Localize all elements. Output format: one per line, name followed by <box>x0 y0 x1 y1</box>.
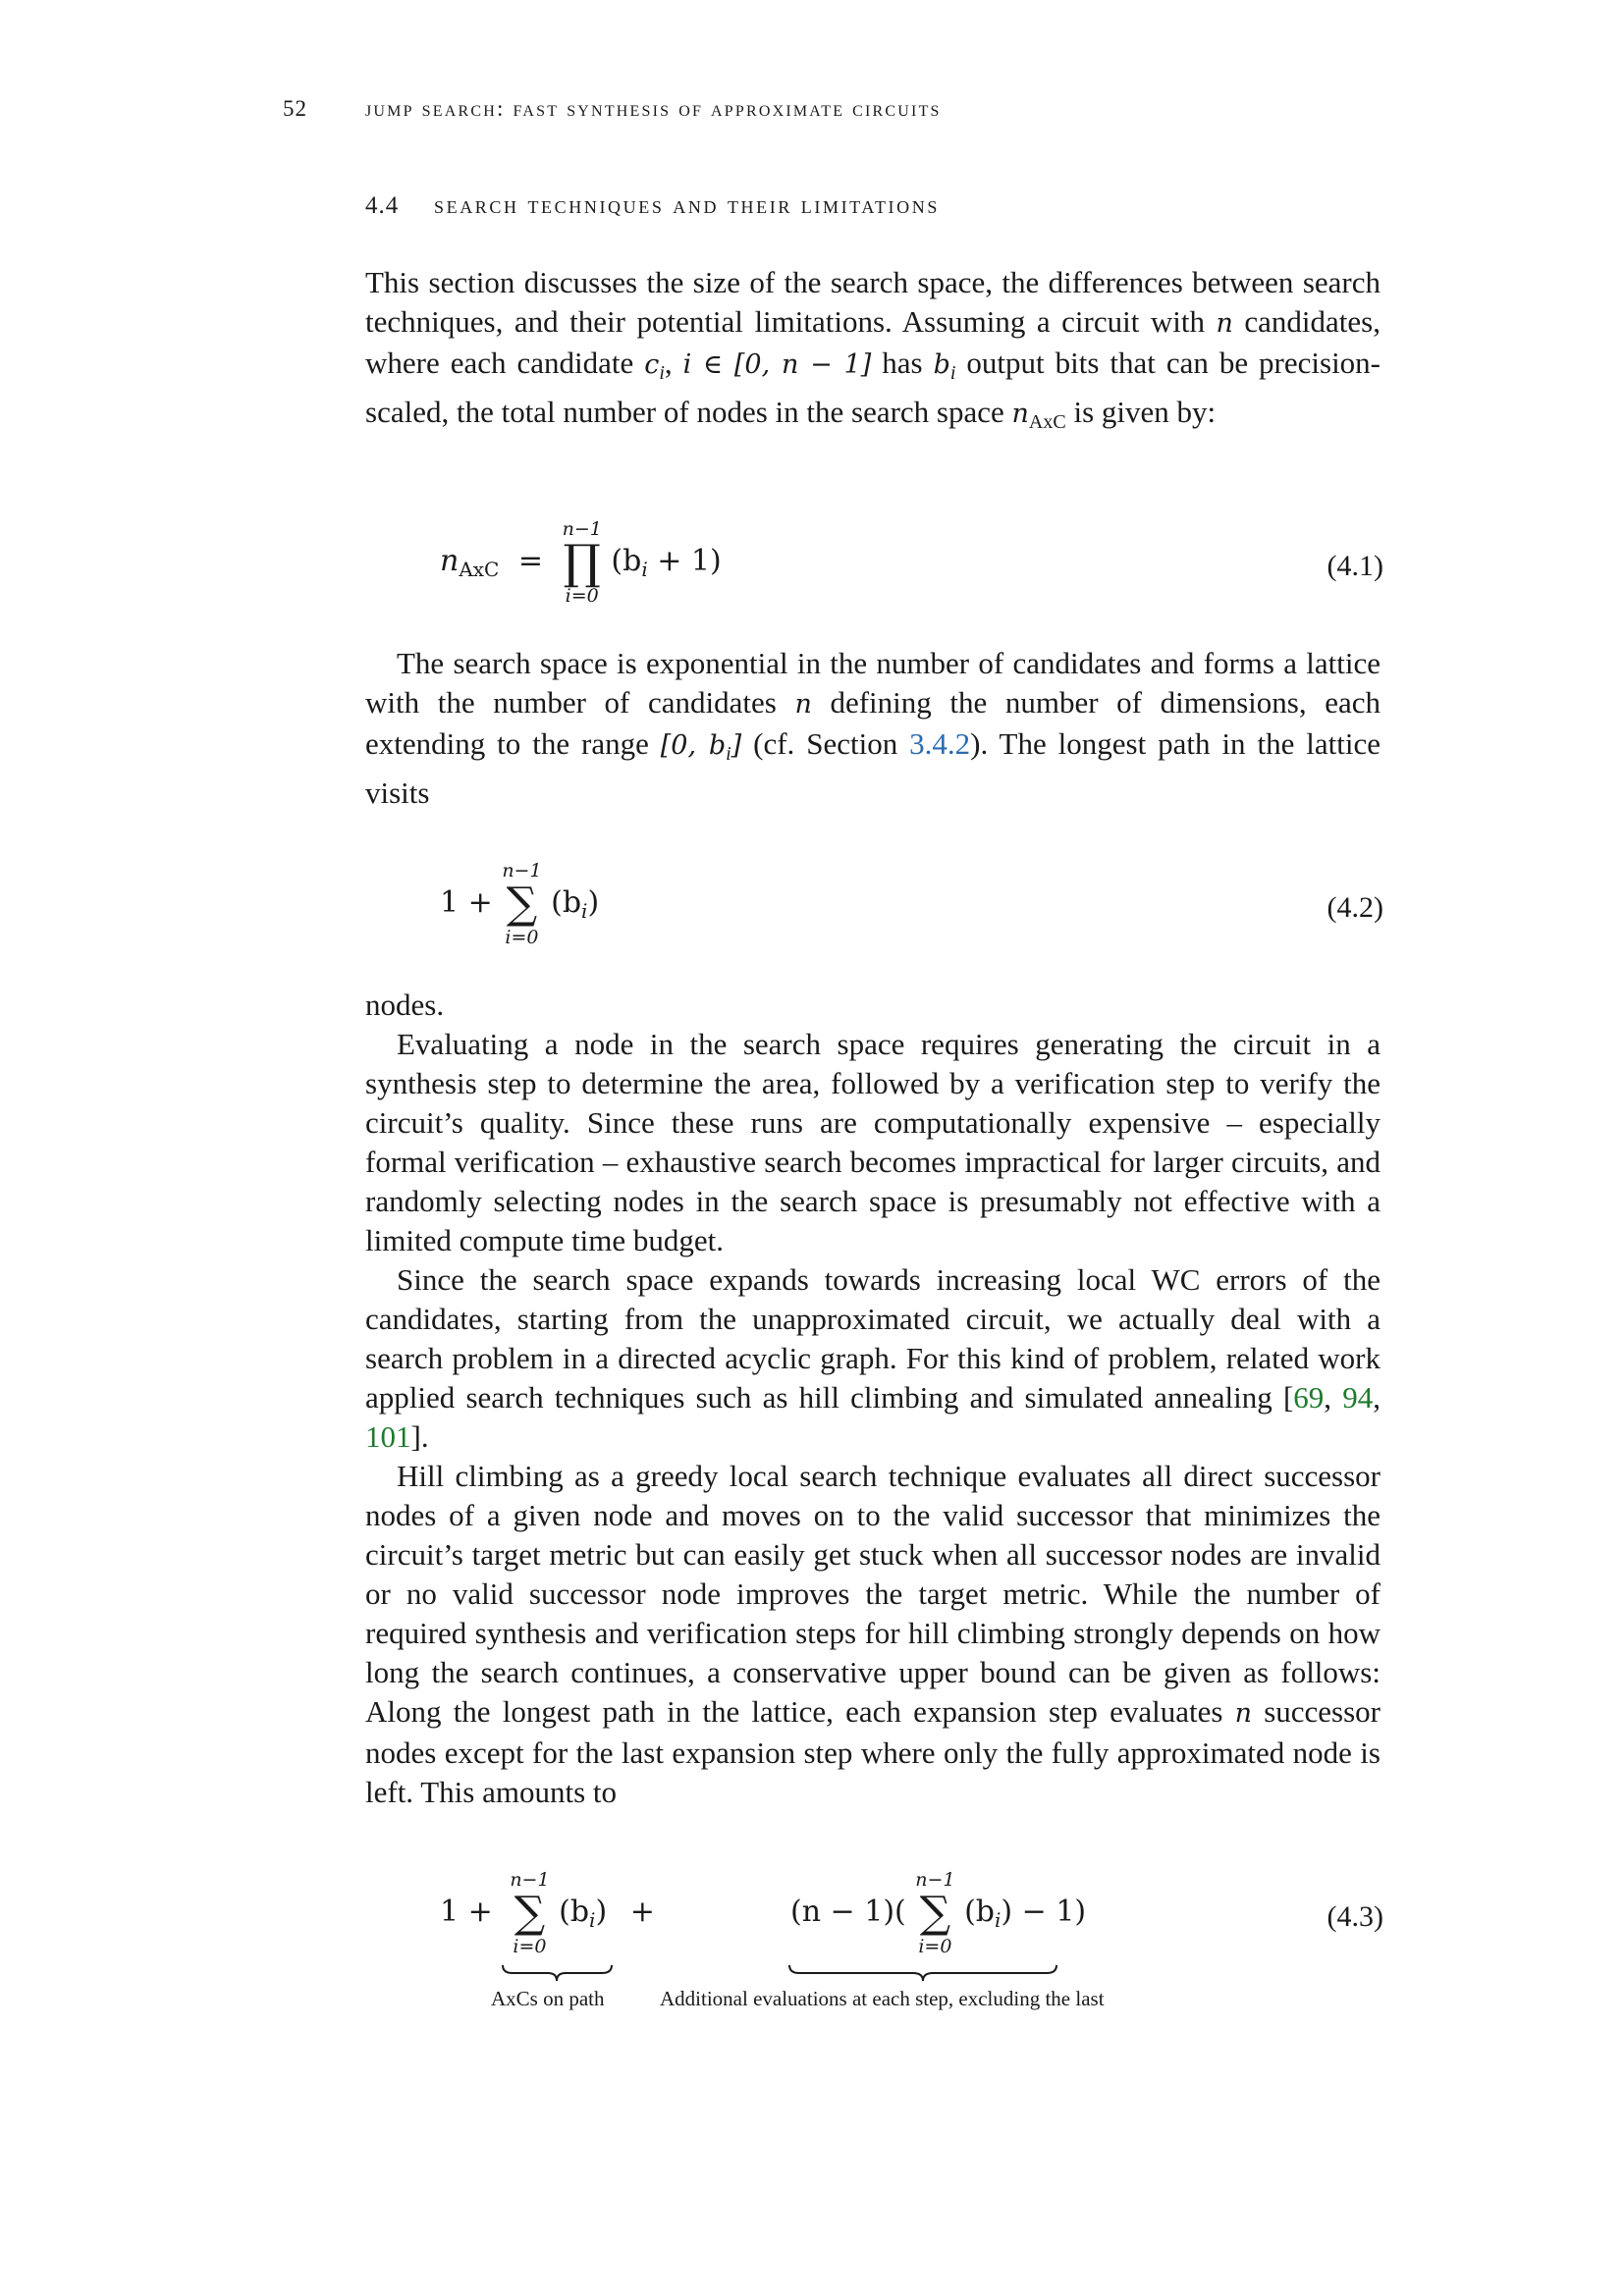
paragraph-lattice: The search space is exponential in the number of candidates and forms a lattice with the number of candidates n defining the number of dimensions, each extending to the range [0, $b_i$] (cf. Section 3.4.2). The longest path in the lattice visits <box>365 646 1380 810</box>
paragraph-evaluation: Evaluating a node in the search space requires generating the circuit in a synthesis step to determine the area, followed by a verification step to verify the circuit’s quality. Since these runs are computationally expensive – especially formal verification – exhaustive search becomes impractical for larger circuits, and randomly selecting nodes in the search space is presumably not effective with a limited compute time budget. <box>365 1027 1380 1257</box>
page-number: 52 <box>283 96 307 121</box>
underbrace-additional <box>787 1963 1058 1983</box>
equation-number-4-2: (4.2) <box>1326 891 1383 924</box>
running-header <box>283 96 942 122</box>
section-title: search techniques and their limitations <box>434 192 940 219</box>
paragraph-intro: This section discusses the size of the search space, the differences between search techniques, and their potential limitations. Assuming a circuit with n candidates, where each candidate $c_i$, i ∈ [0, n − 1] has $b_i$ output bits that can be precision-scaled, the total number of nodes in the search space $n_{AxC}$ is given by: <box>365 265 1381 433</box>
section-heading <box>365 192 940 220</box>
underbrace-label-additional: Additional evaluations at each step, excluding the last <box>660 1987 1105 2010</box>
underbrace-path <box>501 1963 614 1983</box>
paragraph-nodes: nodes. <box>365 988 445 1022</box>
product-operator: n−1 ∏ i=0 <box>562 518 602 607</box>
equation-4-1: $n_{AxC}$ = n−1 ∏ i=0 $(b_i + 1)$ <box>440 518 722 607</box>
section-ref-link[interactable]: 3.4.2 <box>909 726 971 761</box>
underbrace-label-path: AxCs on path <box>491 1987 605 2010</box>
sum-operator: n−1 ∑ i=0 <box>510 1869 550 1957</box>
citation-link[interactable]: 94 <box>1342 1380 1374 1415</box>
equation-4-3: 1 + n−1 ∑ i=0 $(b_i)$ + <box>440 1869 655 1957</box>
section-number: 4.4 <box>365 192 400 219</box>
equation-number-4-3: (4.3) <box>1326 1900 1383 1933</box>
citation-link[interactable]: 101 <box>365 1419 411 1454</box>
equation-4-2: 1 + n−1 ∑ i=0 $(b_i)$ <box>440 860 600 948</box>
sum-operator: n−1 ∑ i=0 <box>502 860 542 948</box>
citation-link[interactable]: 69 <box>1293 1380 1325 1415</box>
paragraph-hill-climbing: Hill climbing as a greedy local search technique evaluates all direct successor nodes of a given node and moves on to the valid successor that minimizes the circuit’s target metric but can easily get stuck when all successor nodes are invalid or no valid successor node improves the target metric. While the number of required synthesis and verification steps for hill climbing strongly depends on how long the search continues, a conservative upper bound can be given as follows: Along the longest path in the lattice, each expansion step evaluates n successor nodes except for the last expansion step where only the fully approximated node is left. This amounts to <box>365 1459 1381 1809</box>
running-title: jump search: fast synthesis of approximate circuits <box>365 96 942 121</box>
equation-4-3-second-term: (n − 1)( n−1 ∑ i=0 $(b_i) - 1$) <box>790 1869 1087 1957</box>
paragraph-search-dag: Since the search space expands towards increasing local WC errors of the candidates, starting from the unapproximated circuit, we actually deal with a search problem in a directed acyclic graph. For this kind of problem, related work applied search techniques such as hill climbing and simulated annealing [69, 94, 101]. <box>365 1262 1380 1454</box>
sum-operator: n−1 ∑ i=0 <box>915 1869 955 1957</box>
equation-number-4-1: (4.1) <box>1326 550 1383 582</box>
